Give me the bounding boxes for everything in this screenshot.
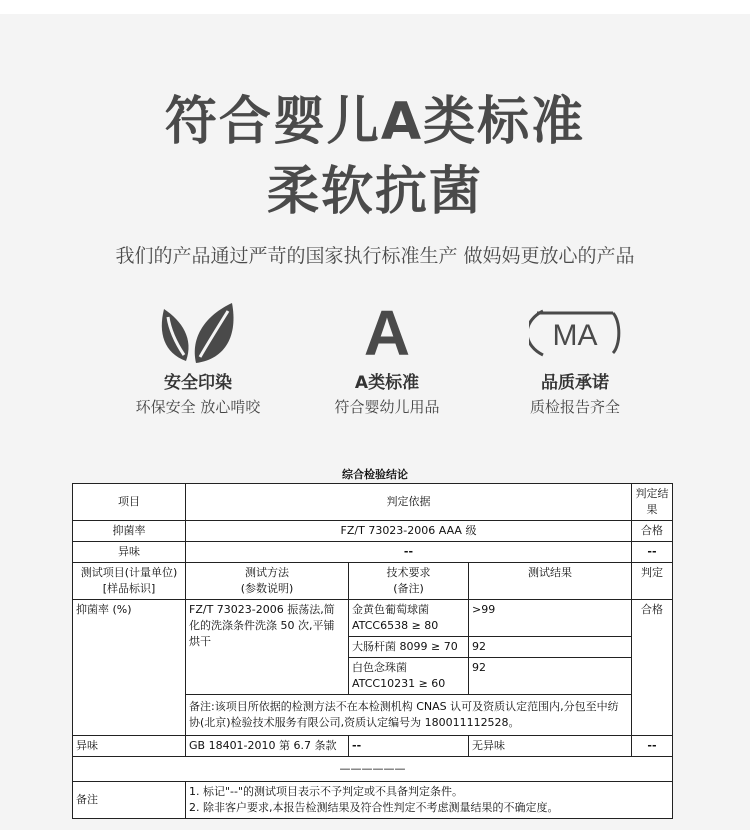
hero-subtitle: 我们的产品通过严苛的国家执行标准生产 做妈妈更放心的产品	[115, 245, 635, 267]
odor-method: GB 18401-2010 第 6.7 条款	[186, 736, 349, 757]
divider-row	[73, 757, 673, 782]
odor-judge: --	[632, 736, 673, 757]
feature-safe-dyeing	[98, 300, 298, 417]
test-report-table	[72, 483, 673, 819]
feature-title: A类标准	[354, 373, 420, 393]
summary-row	[73, 542, 673, 563]
remarks-content	[186, 782, 673, 819]
antibacterial-judge: 合格	[632, 600, 673, 736]
remark-line: 2. 除非客户要求,本报告检测结果及符合性判定不考虑测量结果的不确定度。	[189, 801, 559, 814]
odor-item: 异味	[73, 736, 186, 757]
leaf-icon	[98, 300, 298, 366]
feature-grade-a	[287, 297, 487, 417]
ma-glyph: MA	[552, 319, 598, 352]
detail-header-method-label: 测试方法	[245, 566, 289, 579]
detail-header-judge: 判定	[632, 563, 673, 600]
summary-result: --	[632, 542, 673, 563]
hero-title: 符合婴儿A类标准	[164, 92, 586, 152]
summary-header-basis: 判定依据	[186, 484, 632, 521]
detail-header-req-sub: (备注)	[393, 582, 424, 595]
detail-header-req	[349, 563, 469, 600]
summary-header-result: 判定结果	[632, 484, 673, 521]
summary-header-item: 项目	[73, 484, 186, 521]
summary-item: 异味	[73, 542, 186, 563]
feature-subtitle: 质检报告齐全	[529, 398, 620, 416]
detail-header-method	[186, 563, 349, 600]
remarks-row	[73, 782, 673, 819]
feature-title: 安全印染	[164, 373, 232, 393]
antibacterial-result: 92	[469, 637, 632, 658]
detail-header-item-sub: [样品标识]	[102, 582, 156, 595]
detail-header-row	[73, 563, 673, 600]
grade-a-glyph: A	[363, 297, 411, 369]
req-line: 金黄色葡萄球菌	[352, 603, 429, 616]
hero-title-second-line: 柔软抗菌	[266, 162, 483, 222]
feature-subtitle: 环保安全 放心啃咬	[135, 398, 261, 416]
detail-header-method-sub: (参数说明)	[240, 582, 294, 595]
detail-header-result: 测试结果	[469, 563, 632, 600]
antibacterial-req	[349, 600, 469, 637]
req-line: ATCC6538 ≥ 80	[352, 619, 439, 632]
odor-result: 无异味	[469, 736, 632, 757]
antibacterial-result: 92	[469, 658, 632, 695]
remarks-label: 备注	[73, 782, 186, 819]
antibacterial-note: 备注:该项目所依据的检测方法不在本检测机构 CNAS 认可及资质认定范围内,分包至中纺协(北京)检验技术服务有限公司,资质认定编号为 180011112528。	[186, 695, 632, 736]
antibacterial-result: >99	[469, 600, 632, 637]
summary-row	[73, 521, 673, 542]
summary-item: 抑菌率	[73, 521, 186, 542]
detail-header-req-label: 技术要求	[386, 566, 431, 579]
report-title: 综合检验结论	[342, 468, 408, 481]
antibacterial-method: FZ/T 73023-2006 振荡法,简化的洗涤条件洗涤 50 次,平铺烘干	[186, 600, 349, 695]
summary-result: 合格	[632, 521, 673, 542]
odor-req: --	[349, 736, 469, 757]
summary-basis: FZ/T 73023-2006 AAA 级	[186, 521, 632, 542]
feature-subtitle: 符合婴幼儿用品	[334, 398, 440, 416]
grade-a-icon	[287, 297, 487, 369]
odor-row	[73, 736, 673, 757]
feature-quality-promise	[475, 300, 675, 417]
detail-header-item	[73, 563, 186, 600]
antibacterial-req	[349, 658, 469, 695]
summary-basis: --	[186, 542, 632, 563]
detail-header-item-label: 测试项目(计量单位)	[80, 566, 178, 579]
antibacterial-row	[73, 600, 673, 637]
antibacterial-item: 抑菌率 (%)	[73, 600, 186, 736]
req-line: 白色念珠菌	[352, 661, 407, 674]
remark-line: 1. 标记"--"的测试项目表示不予判定或不具备判定条件。	[189, 785, 464, 798]
ma-certification-icon	[475, 300, 675, 366]
antibacterial-req: 大肠杆菌 8099 ≥ 70	[349, 637, 469, 658]
report-divider: ——————	[73, 757, 673, 782]
summary-header-row	[73, 484, 673, 521]
req-line: ATCC10231 ≥ 60	[352, 677, 446, 690]
feature-title: 品质承诺	[541, 373, 609, 393]
top-strip	[0, 0, 750, 14]
